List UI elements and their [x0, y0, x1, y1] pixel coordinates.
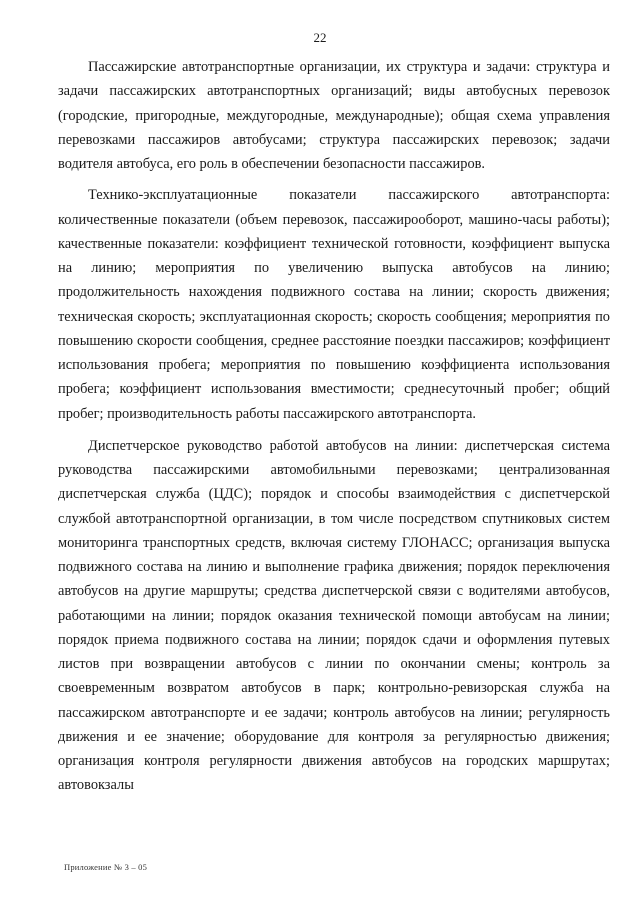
footer-appendix-label: Приложение № 3 – 05	[64, 862, 148, 872]
document-body	[58, 55, 610, 798]
paragraph-passenger-organizations: Пассажирские автотранспортные организации, их структура и задачи: структура и задачи пассажирских автотранспортных организаций; виды автобусных перевозок (городские, пригородные, междугородные, международные); общая схема управления перевозками пассажиров автобусами; структура пассажирских перевозок; задачи водителя автобуса, его роль в обеспечении безопасности пассажиров.	[58, 59, 610, 172]
page-number: 22	[313, 30, 327, 45]
paragraph-dispatch-management: Диспетчерское руководство работой автобусов на линии: диспетчерская система руководства пассажирскими автомобильными перевозками; централизованная диспетчерская служба (ЦДС); порядок и способы взаимодействия с диспетчерской службой автотранспортной организации, в том числе посредством спутниковых систем мониторинга транспортных средств, включая систему ГЛОНАСС; организация выпуска подвижного состава на линию и выполнение графика движения; порядок переключения автобусов на другие маршруты; средства диспетчерской связи с водителями автобусов, работающими на линии; порядок оказания технической помощи автобусам на линии; порядок приема подвижного состава на линии; порядок сдачи и оформления путевых листов при возвращении автобусов с линии по окончании смены; контроль за своевременным возвратом автобусов в парк; контрольно-ревизорская служба на пассажирском автотранспорте и ее задачи; контроль автобусов на линии; регулярность движения и ее значение; оборудование для контроля за регулярностью движения; организация контроля регулярности движения автобусов на городских маршрутах; автовокзалы	[58, 437, 610, 794]
paragraph-technical-indicators: Технико-эксплуатационные показатели пассажирского автотранспорта: количественные показатели (объем перевозок, пассажирооборот, машино-часы работы); качественные показатели: коэффициент технической готовности, коэффициент выпуска на линию; мероприятия по увеличению выпуска автобусов на линию; продолжительность нахождения подвижного состава на линии; скорость движения; техническая скорость; эксплуатационная скорость; скорость сообщения; мероприятия по повышению скорости сообщения, среднее расстояние поездки пассажиров; коэффициент использования пробега; мероприятия по повышению коэффициента использования пробега; коэффициент использования вместимости; среднесуточный пробег; общий пробег; производительность работы пассажирского автотранспорта.	[58, 187, 610, 422]
